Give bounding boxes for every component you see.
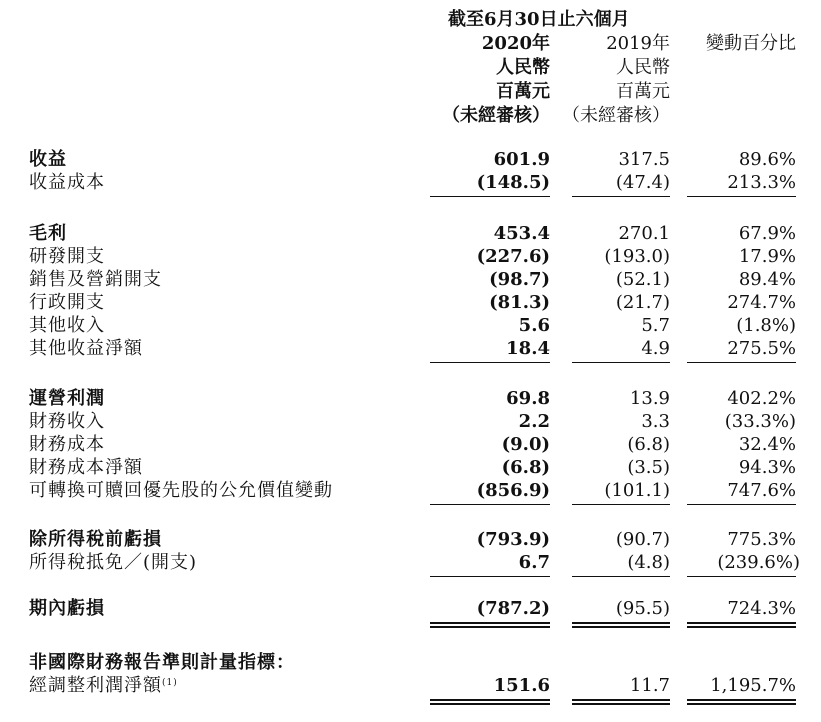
value-2019: (101.1) (604, 480, 670, 501)
value-change: (1.8%) (736, 315, 796, 336)
value-change: (33.3%) (724, 411, 796, 432)
row-label: 財務成本 (29, 434, 105, 455)
total-double-rule (572, 699, 670, 705)
col2019-currency: 人民幣 (616, 57, 670, 78)
value-2019: 317.5 (618, 149, 670, 170)
subtotal-rule (430, 196, 550, 197)
value-2019: (3.5) (627, 457, 670, 478)
subtotal-rule (687, 362, 796, 363)
value-2020: (793.9) (476, 529, 550, 550)
value-2020: (98.7) (489, 269, 550, 290)
value-change: 89.6% (738, 149, 796, 170)
value-2019: 13.9 (629, 388, 670, 409)
row-label: 收益 (29, 149, 67, 170)
row-label: 研發開支 (29, 246, 105, 267)
subtotal-rule (430, 504, 550, 505)
col2020-year: 2020年 (481, 33, 550, 54)
value-change: 67.9% (738, 223, 796, 244)
section-heading: 非國際財務報告準則計量指標： (29, 652, 295, 673)
value-2020: 151.6 (493, 675, 550, 696)
total-double-rule (430, 622, 550, 628)
subtotal-rule (430, 362, 550, 363)
subtotal-rule (572, 196, 670, 197)
value-2020: (9.0) (501, 434, 550, 455)
row-label: 毛利 (29, 223, 67, 244)
row-label: 行政開支 (29, 292, 105, 313)
total-double-rule (572, 622, 670, 628)
subtotal-rule (572, 362, 670, 363)
subtotal-rule (687, 196, 796, 197)
row-label: 其他收入 (29, 315, 105, 336)
value-change: 724.3% (727, 598, 796, 619)
value-2020: 2.2 (518, 411, 550, 432)
value-change: 94.3% (738, 457, 796, 478)
value-2019: (4.8) (627, 552, 670, 573)
col2020-audit: （未經審核） (442, 105, 550, 126)
row-label: 可轉換可贖回優先股的公允價值變動 (29, 480, 333, 501)
value-change: 89.4% (738, 269, 796, 290)
value-2020: 69.8 (506, 388, 550, 409)
col2019-unit: 百萬元 (616, 81, 670, 102)
value-2020: (81.3) (489, 292, 550, 313)
value-2019: 270.1 (618, 223, 670, 244)
value-2019: (95.5) (615, 598, 670, 619)
value-2019: (47.4) (615, 172, 670, 193)
row-label: 經調整利潤淨額$^{(1)}$ (29, 675, 178, 696)
value-change: 213.3% (727, 172, 796, 193)
value-change: 747.6% (727, 480, 796, 501)
value-2020: (787.2) (476, 598, 550, 619)
value-change: 275.5% (727, 338, 796, 359)
value-2019: 4.9 (641, 338, 670, 359)
value-change: 775.3% (727, 529, 796, 550)
col2020-currency: 人民幣 (496, 57, 550, 78)
footnote-marker: (1) (162, 678, 178, 688)
value-2020: 453.4 (493, 223, 550, 244)
value-change: 32.4% (738, 434, 796, 455)
row-label: 其他收益淨額 (29, 338, 143, 359)
col-change-header: 變動百分比 (706, 33, 796, 54)
value-change: 274.7% (727, 292, 796, 313)
value-2020: (227.6) (476, 246, 550, 267)
subtotal-rule (687, 504, 796, 505)
value-2019: (52.1) (615, 269, 670, 290)
value-2019: (21.7) (615, 292, 670, 313)
row-label: 所得稅抵免／(開支) (29, 552, 198, 573)
col2019-year: 2019年 (606, 33, 670, 54)
value-2020: (148.5) (476, 172, 550, 193)
value-2020: 6.7 (518, 552, 550, 573)
total-double-rule (430, 699, 550, 705)
col2020-unit: 百萬元 (496, 81, 550, 102)
value-2019: (90.7) (615, 529, 670, 550)
row-label: 期內虧損 (29, 598, 105, 619)
value-change: 1,195.7% (710, 675, 796, 696)
value-2020: (6.8) (501, 457, 550, 478)
value-2020: 18.4 (506, 338, 550, 359)
subtotal-rule (430, 576, 550, 577)
total-double-rule (687, 622, 796, 628)
subtotal-rule (572, 504, 670, 505)
row-label: 除所得稅前虧損 (29, 529, 162, 550)
subtotal-rule (572, 576, 670, 577)
value-change: 17.9% (738, 246, 796, 267)
value-2019: 3.3 (641, 411, 670, 432)
value-change: (239.6%) (717, 552, 800, 573)
subtotal-rule (687, 576, 796, 577)
value-2019: 5.7 (641, 315, 670, 336)
period-header: 截至6月30日止六個月 (448, 9, 630, 30)
value-2020: 601.9 (493, 149, 550, 170)
value-2020: 5.6 (518, 315, 550, 336)
value-2019: (193.0) (604, 246, 670, 267)
total-double-rule (687, 699, 796, 705)
row-label: 銷售及營銷開支 (29, 269, 162, 290)
row-label: 收益成本 (29, 172, 105, 193)
value-2019: (6.8) (627, 434, 670, 455)
value-2020: (856.9) (476, 480, 550, 501)
value-change: 402.2% (727, 388, 796, 409)
row-label: 運營利潤 (29, 388, 105, 409)
value-2019: 11.7 (629, 675, 670, 696)
row-label: 財務成本淨額 (29, 457, 143, 478)
row-label: 財務收入 (29, 411, 105, 432)
col2019-audit: （未經審核） (562, 105, 670, 126)
